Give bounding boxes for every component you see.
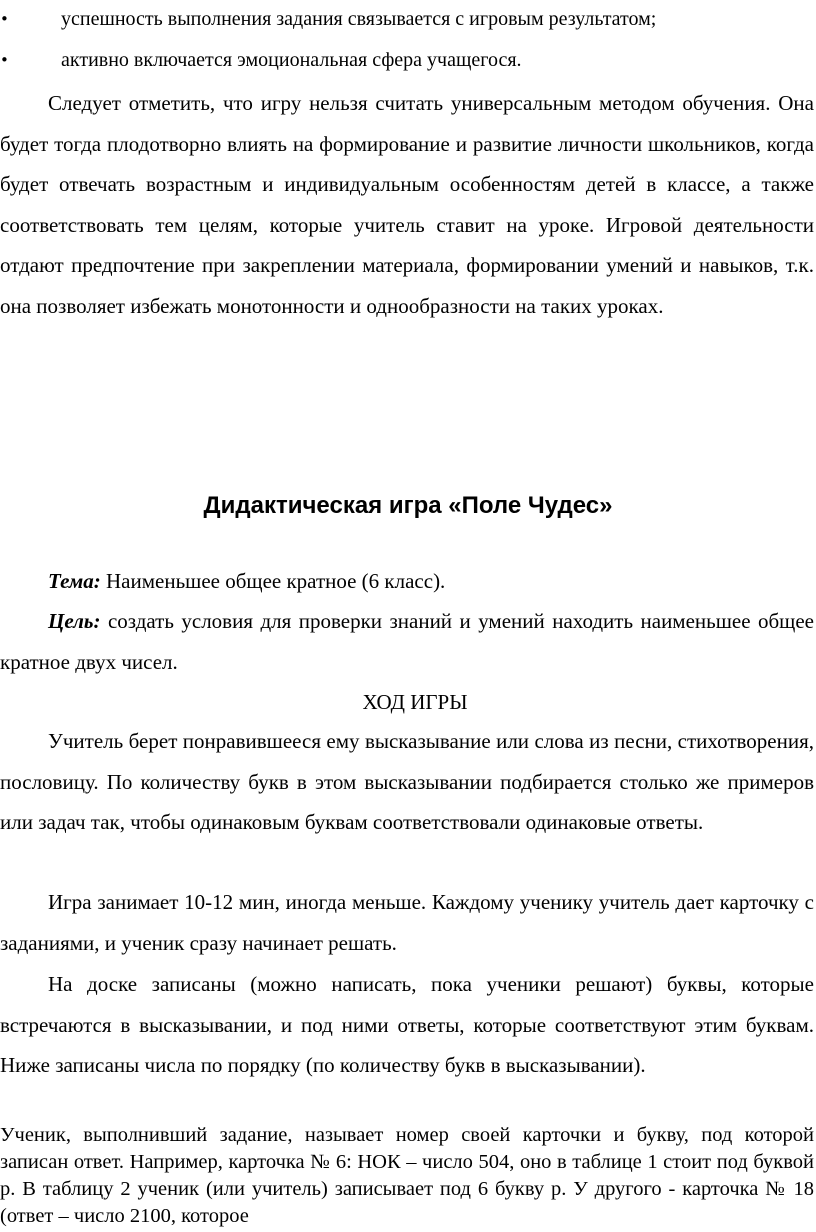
page-title: Дидактическая игра «Поле Чудес» xyxy=(203,492,613,519)
topic-line xyxy=(0,561,814,602)
paragraph: Игра занимает 10-12 мин, иногда меньше. Каждому ученику учитель дает карточку с заданиями, и ученик сразу начинает решать. xyxy=(0,890,814,955)
paragraph: На доске записаны (можно написать, пока ученики решают) буквы, которые встречаются в высказывании, и под ними ответы, которые соответствуют этим буквам. Ниже записаны числа по порядку (по количеству букв в высказывании). xyxy=(0,972,814,1077)
topic-label: Тема: xyxy=(48,569,101,593)
paragraph: Учитель берет понравившееся ему высказывание или слова из песни, стихотворения, пословицу. По количеству букв в этом высказывании подбирается столько же примеров или задач так, чтобы одинаковым буквам соответствовали одинаковые ответы. xyxy=(0,729,814,834)
paragraph: Следует отметить, что игру нельзя считать универсальным методом обучения. Она будет тогда плодотворно влиять на формирование и развитие личности школьников, когда будет отвечать возрастным и индивидуальным особенностям детей в классе, а также соответствовать тем целям, которые учитель ставит на уроке. Игровой деятельности отдают предпочтение при закреплении материала, формировании умений и навыков, т.к. она позволяет избежать монотонности и однообразности на таких уроках. xyxy=(0,91,814,318)
section-heading: ХОД ИГРЫ xyxy=(362,690,468,714)
goal-label: Цель: xyxy=(48,609,101,633)
topic-text: Наименьшее общее кратное (6 класс). xyxy=(100,569,446,593)
bullet-icon: • xyxy=(0,10,9,28)
bullet-text: активно включается эмоциональная сфера учащегося. xyxy=(61,49,522,71)
paragraph: Ученик, выполнивший задание, называет номер своей карточки и букву, под которой записан ответ. Например, карточка № 6: НОК – число 504, оно в таблице 1 стоит под буквой р. В таблицу 2 ученик (или учитель) записывает под 6 букву р. У другого - карточка № 18 (ответ – число 2100, которое xyxy=(0,1124,814,1227)
bullet-icon: • xyxy=(0,51,9,69)
bullet-text: успешность выполнения задания связывается с игровым результатом; xyxy=(61,8,657,30)
goal-text: создать условия для проверки знаний и умений находить наименьшее общее кратное двух чисел. xyxy=(0,609,814,674)
goal-paragraph xyxy=(0,601,814,682)
